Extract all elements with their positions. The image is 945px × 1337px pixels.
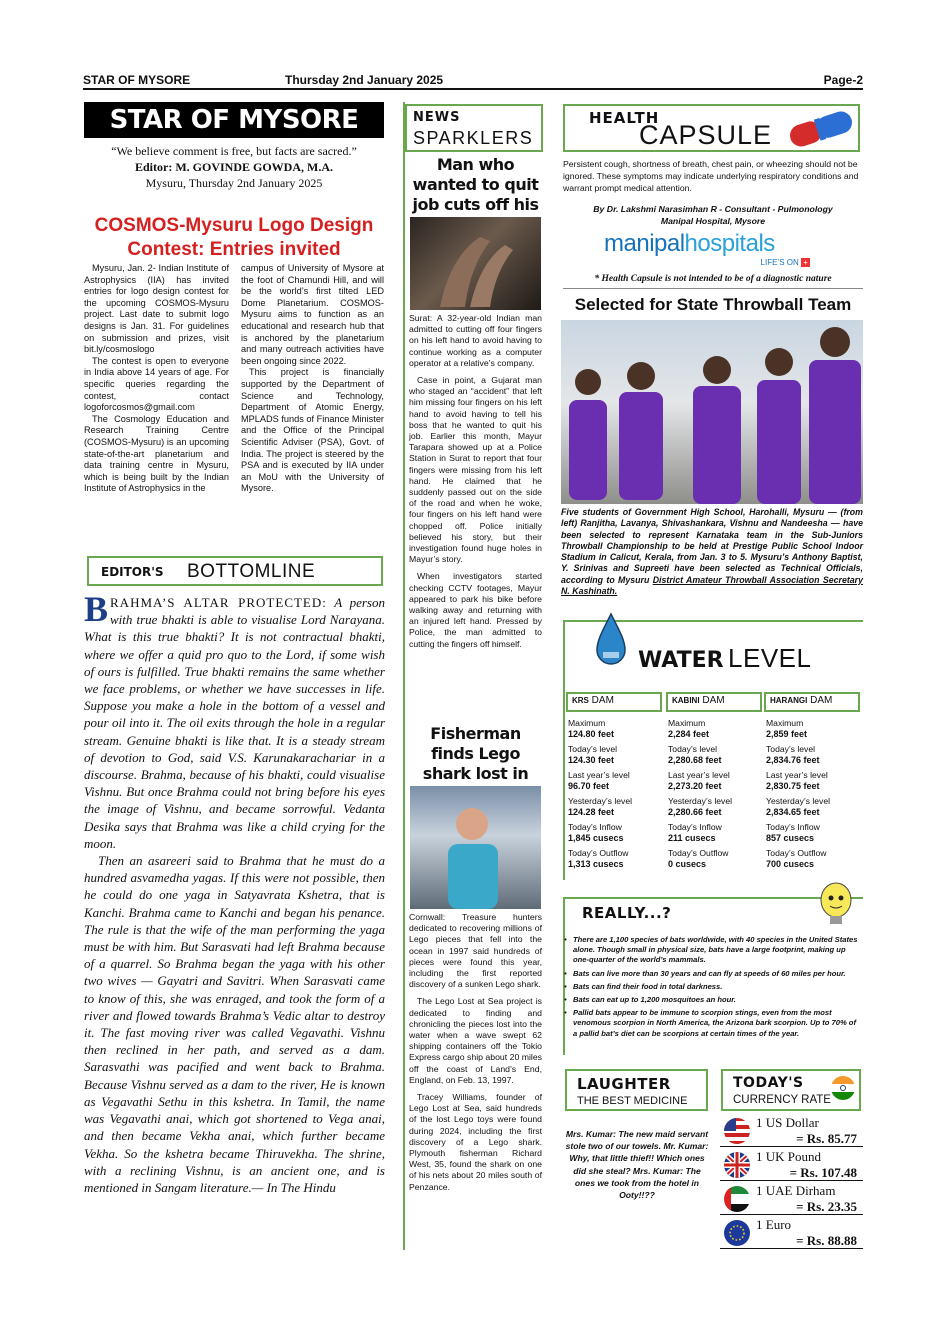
bullet-icon: • (564, 995, 567, 1005)
manipal-logo (604, 230, 824, 270)
really-item (562, 982, 862, 992)
cosmos-headline-line1: COSMOS-Mysuru Logo Design (94, 215, 374, 236)
sparklers-label-2: SPARKLERS (413, 128, 534, 148)
bullet-icon: • (564, 968, 567, 978)
throwball-team-photo (561, 320, 863, 504)
cosmos-paragraph: This project is financially supported by the Department of Science and Technology, Department of Atomic Energy, MPLADS funds of Finance Minister and the Office of the Principal Scientific Adviser (PSA), Govt. of India. The project is steered by the PSA and is executed by IIA under an MoU with the University of Mysore. (241, 367, 384, 494)
water-label-2: LEVEL (728, 643, 812, 673)
manipal-logo-word1: manipal (604, 230, 685, 257)
health-label-2: CAPSULE (639, 120, 773, 150)
dam-reading-value: 2,284 feet (668, 728, 710, 739)
dam-reading-value: 2,280.66 feet (668, 806, 722, 817)
really-label: REALLY...? (582, 904, 672, 922)
editorial-lead: RAHMA’S ALTAR PROTECTED: (110, 595, 327, 610)
editorial-label-2: BOTTOMLINE (187, 561, 316, 582)
page-header (83, 72, 863, 90)
water-label-1: WATER (638, 648, 724, 673)
sparklers-label-1: NEWS (413, 110, 461, 125)
masthead-logo: STAR OF MYSORE (84, 102, 384, 138)
dam-name-box (666, 692, 762, 712)
editorial-label-1: EDITOR'S (101, 565, 164, 579)
dam-reading-value: 2,830.75 feet (766, 780, 820, 791)
currency-unit: 1 US Dollar (756, 1115, 819, 1130)
dam-reading (764, 822, 860, 843)
sparklers-label-box (405, 104, 543, 152)
currency-value: = Rs. 23.35 (796, 1199, 857, 1214)
currency-unit: 1 UAE Dirham (756, 1183, 836, 1198)
cosmos-headline-line2: Contest: Entries invited (127, 239, 341, 260)
laughter-label-2: THE BEST MEDICINE (577, 1095, 688, 1107)
really-item-text: Bats can find their food in total darkness. (573, 981, 723, 991)
editorial-label-box (87, 556, 383, 586)
dam-reading (566, 770, 662, 791)
dam-reading-value: 124.80 feet (568, 728, 615, 739)
cosmos-paragraph: Mysuru, Jan. 2- Indian Institute of Astrophysics (IIA) has invited entries for logo design contest for the upcoming COSMOS-Mysuru project. Last date to submit logo designs is Jan. 31. For guidelines on submission and prizes, visit bit.ly/cosmoslogo (84, 263, 229, 355)
really-item (562, 935, 862, 966)
fingers-photo (410, 217, 541, 310)
dam-table (566, 692, 860, 876)
dam-reading-value: 2,280.68 feet (668, 754, 722, 765)
dam-reading-label: Today’s Inflow (668, 822, 722, 832)
dam-reading-label: Last year’s level (766, 770, 828, 780)
cosmos-headline (84, 214, 384, 262)
header-date: Thursday 2nd January 2025 (285, 73, 444, 87)
cosmos-column-2 (241, 263, 384, 495)
really-item (562, 969, 862, 979)
dam-reading (764, 744, 860, 765)
sparkler-paragraph: The Lego Lost at Sea project is dedicated to finding and chronicling the pieces lost into the water when a wave swept 62 shipping containers off the Tokio Express cargo ship about 20 miles off the coast of Land’s End, England, on Feb. 13, 1997. (409, 996, 542, 1085)
water-drop-icon (593, 612, 629, 672)
dam-reading-value: 124.28 feet (568, 806, 615, 817)
header-paper-name: STAR OF MYSORE (83, 73, 191, 87)
dam-reading-value: 1,845 cusecs (568, 832, 624, 843)
masthead-motto: “We believe comment is free, but facts are sacred.” (111, 144, 357, 158)
cosmos-paragraph: campus of University of Mysore at the foot of Chamundi Hill, and will be the world’s first tilted LED Dome Planetarium. COSMOS-Mysuru aims to function as an educational and research hub that is anchored by the planetarium and many outreach activities have been ongoing since 2022. (241, 263, 384, 366)
currency-label-box (721, 1069, 861, 1111)
plus-icon: + (801, 258, 810, 267)
dam-column-harangi (764, 692, 860, 874)
really-item-text: There are 1,100 species of bats worldwide, with 40 species in the United States alone. Though small in physical size, bats have a large footprint, making up one-quarter of the world’s mammals. (573, 935, 858, 965)
dam-reading-label: Today’s level (668, 744, 718, 754)
really-item-text: Bats can eat up to 1,200 mosquitoes an hour. (573, 995, 736, 1005)
dam-reading (666, 718, 762, 739)
currency-row (720, 1181, 863, 1215)
sparkler-headline-2: Fisherman finds Lego shark lost in (422, 724, 529, 783)
manipal-logo-word2: hospitals (684, 230, 775, 257)
really-item (562, 995, 862, 1005)
divider (563, 288, 863, 289)
dam-reading (666, 796, 762, 817)
currency-value: = Rs. 107.48 (789, 1165, 857, 1180)
masthead-dateline: Mysuru, Thursday 2nd January 2025 (145, 176, 323, 190)
water-level-title (638, 643, 811, 674)
dam-reading-label: Today’s Inflow (766, 822, 820, 832)
laughter-label-box (565, 1069, 708, 1111)
dam-reading-value: 1,313 cusecs (568, 858, 624, 869)
sparkler-story-2 (409, 912, 542, 1193)
fisherman-photo (410, 786, 541, 909)
dam-reading-value: 700 cusecs (766, 858, 815, 869)
health-byline (563, 203, 863, 227)
really-item-text: Bats can live more than 30 years and can fly at speeds of 60 miles per hour. (573, 968, 846, 978)
really-item-text: Pallid bats appear to be immune to scorpion stings, even from the most venomous scorpion in North America, the Arizona bark scorpion. Up to 70% of a pallid bat’s diet can be scorpions at certain times of the year. (573, 1008, 856, 1038)
dam-reading-label: Maximum (568, 718, 606, 728)
dam-reading-label: Today’s level (568, 744, 618, 754)
dam-reading-label: Today’s Outflow (668, 848, 729, 858)
cosmos-column-1 (84, 263, 229, 495)
hand-illustration (410, 217, 541, 310)
us-flag-icon (722, 1117, 752, 1145)
dam-reading (566, 718, 662, 739)
editorial-dropcap: B (84, 589, 109, 629)
dam-reading-label: Last year’s level (668, 770, 730, 780)
dam-reading (764, 718, 860, 739)
sparkler-paragraph: Cornwall: Treasure hunters dedicated to recovering millions of Lego pieces that fell into the ocean in 1997 said hundreds of pieces were found this year, including the first reported discovery of a sunken Lego shark. (409, 912, 542, 990)
dam-name: HARANGI (770, 696, 808, 705)
dam-column-kabini (666, 692, 762, 874)
dam-name: KRS (572, 696, 589, 705)
currency-value: = Rs. 85.77 (796, 1131, 857, 1146)
laughter-label-1: LAUGHTER (577, 1075, 671, 1093)
team-illustration (561, 320, 863, 504)
sparkler-headline-1: Man who wanted to quit job cuts off his (412, 155, 539, 214)
really-list (562, 935, 862, 1042)
dam-reading (666, 822, 762, 843)
dam-reading-value: 0 cusecs (668, 858, 707, 869)
dam-reading-label: Today’s level (766, 744, 816, 754)
editorial-paragraph: Then an asareeri said to Brahma that he must do a hundred asvamedha yagas. If this were not possible, then he could do one yaga in Satyavrata Kshetra, that is Kanchi. Brahma came to Kanchi and began his penance. The rule is that the wife of the man performing the yaga must be with him. But Sarasvati had left Brahma because of a quarrel. So Brahma began the yaga with his other two wives — Gayatri and Savitri. When Sarasvati came to know of this, she was enraged, and took the form of a river and flowed towards Brahma’s Vedic altar to destroy it. The fast moving river was called Vegavathi. Vishnu then reclined in her path, and served as a dam. Sarasvathi was pacified and went back to Brahma. Because Vishnu served as a dam to the river, He is known as Vegavathi Sethu in this kshetra. In Tamil, the name was Vegavathi anai, which got shortened to Vega anai, and then became Vekha anai, which further became Vekha. So the kshetra became Thiruvekha. The shrine, with a reclining Vishnu, is an ancient one, and is mentioned in Sangam literature.— In The Hindu (84, 853, 385, 1195)
currency-row (720, 1113, 863, 1147)
dam-reading (764, 796, 860, 817)
cosmos-paragraph: The contest is open to everyone in India above 14 years of age. For specific queries regarding the contest, contact logoforcosmos@gmail.com (84, 355, 229, 413)
dam-suffix: DAM (591, 695, 614, 706)
health-label-1: HEALTH (589, 109, 660, 127)
currency-value: = Rs. 88.88 (796, 1233, 857, 1248)
dam-reading (566, 796, 662, 817)
editorial-body (84, 589, 385, 1196)
dam-reading (666, 770, 762, 791)
health-text: Persistent cough, shortness of breath, chest pain, or wheezing should not be ignored. These symptoms may indicate underlying respiratory conditions and warrant prompt medical attention. (563, 159, 859, 193)
dam-reading (764, 848, 860, 869)
dam-reading-label: Maximum (668, 718, 706, 728)
editorial-paragraph: A person with true bhakti is able to visualise Lord Narayana. What is this true bhakti? It is not contractual bhakti, where we offer a quid pro quo to the Lord, if some wish of ours is fulfilled. True bhakti remains the same whether we face problems, or whether we have successes in life. Suppose you make a hole in the bottom of a vessel and pour oil into it. The oil exits through the hole in a regular stream. Genuine bhakti is like that. It is a steady stream of devotion to God, said V.S. Karunakarachariar in a discourse. Brahma, because of his bhakti, could visualise Vishnu. But once Brahma could not bring before his eyes the image of Vishnu, and became sorrowful. Vedanta Desika says that Brahma was like a child crying for the moon. (84, 595, 385, 851)
throwball-headline: Selected for State Throwball Team (574, 295, 852, 314)
dam-suffix: DAM (702, 695, 725, 706)
manipal-tagline (761, 258, 810, 267)
currency-list (720, 1113, 863, 1249)
header-page-number: Page-2 (823, 73, 863, 87)
dam-name-box (764, 692, 860, 712)
really-item (562, 1008, 862, 1039)
dam-reading-value: 2,859 feet (766, 728, 808, 739)
currency-label-1: TODAY'S (733, 1075, 804, 1091)
dam-name: KABINI (672, 696, 700, 705)
currency-unit: 1 Euro (756, 1217, 792, 1232)
dam-reading-value: 2,273.20 feet (668, 780, 722, 791)
dam-reading-label: Maximum (766, 718, 804, 728)
currency-row (720, 1147, 863, 1181)
sparkler-paragraph: When investigators started checking CCTV footages, Mayur appeared to park his bike before walking away and returning with an injured left hand. Pressed by Police, the man admitted to cutting the fingers off himself. (409, 571, 542, 649)
masthead-info (84, 143, 384, 191)
uae-flag-icon (722, 1185, 752, 1213)
dam-reading-label: Today’s Inflow (568, 822, 622, 832)
sparkler-paragraph: Surat: A 32-year-old Indian man admitted to cutting off four fingers on his left hand to avoid having to continue working as a computer operator at a relative’s company. (409, 313, 542, 368)
health-byline-hospital: Manipal Hospital, Mysore (660, 216, 766, 226)
dam-reading-label: Last year’s level (568, 770, 630, 780)
dam-reading (666, 744, 762, 765)
dam-reading-value: 857 cusecs (766, 832, 815, 843)
bullet-icon: • (564, 1008, 567, 1018)
currency-unit: 1 UK Pound (756, 1149, 822, 1164)
dam-name-box (566, 692, 662, 712)
dam-reading-label: Today’s Outflow (568, 848, 629, 858)
health-byline-doctor: By Dr. Lakshmi Narasimhan R - Consultant - Pulmonology (593, 204, 833, 214)
uk-flag-icon (722, 1151, 752, 1179)
laughter-text: Mrs. Kumar: The new maid servant stole two of our towels. Mr. Kumar: Why, that little thief!! Which ones did she steal? Mrs. Kumar: The ones we took from the hotel in Ooty!!?? (565, 1129, 709, 1201)
cosmos-paragraph: The Cosmology Education and Research Training Centre (COSMOS-Mysuru) is an upcoming state-of-the-art planetarium and data training centre in Mysuru, which is being built by the Indian Institute of Astrophysics in the (84, 413, 229, 494)
currency-row (720, 1215, 863, 1249)
sparkler-paragraph: Tracey Williams, founder of Lego Lost at Sea, said hundreds of the lost Lego toys were found during 2024, including the first discovery of a Lego shark. Plymouth fisherman Richard West, 35, found the shark on one of his nets about 20 miles south of Penzance. (409, 1092, 542, 1192)
lightbulb-icon (816, 880, 856, 932)
dam-column-krs (566, 692, 662, 874)
dam-reading (566, 822, 662, 843)
eu-flag-icon (722, 1219, 752, 1247)
bullet-icon: • (564, 981, 567, 991)
health-label-box (563, 104, 860, 152)
dam-reading-value: 211 cusecs (668, 832, 716, 843)
throwball-caption-text: Five students of Government High School, Harohalli, Mysuru — (from left) Ranjitha, Lavanya, Shivashankara, Vishnu and Nandeesha — have been selected to represent Karnataka team in the Sub-Juniors Throwball Championship to be held at Prestige Public School Indoor Stadium in Calicut, Kerala, from Jan. 3 to 5. Mysuru’s Anthony Baptist, Y. Srinivas and Supreeti have been selected as Technical Officials, according to Mysuru (561, 507, 863, 585)
dam-reading-label: Yesterday’s level (568, 796, 633, 806)
dam-reading-value: 2,834.65 feet (766, 806, 820, 817)
dam-reading-label: Yesterday’s level (668, 796, 733, 806)
bullet-icon: • (564, 935, 567, 944)
sparkler-paragraph: Case in point, a Gujarat man who staged an “accident” that left him missing four fingers on his left hand to avoid having to tell his boss that he wanted to quit his job. Earlier this month, Mayur Tarapara showed up at a Police Station in Surat to report that four fingers were missing from his left hand. He claimed that he suddenly passed out on the side of the road and when he woke, four fingers on his left hand were chopped off. Police initially believed his story, but their investigation found huge holes in Mayur’s story. (409, 375, 542, 565)
dam-reading-value: 2,834.76 feet (766, 754, 820, 765)
throwball-caption (561, 507, 863, 597)
currency-label-2: CURRENCY RATE (733, 1094, 831, 1106)
dam-reading-value: 124.30 feet (568, 754, 615, 765)
dam-suffix: DAM (810, 695, 833, 706)
fisherman-illustration (410, 786, 541, 909)
dam-reading-value: 96.70 feet (568, 780, 610, 791)
dam-reading (666, 848, 762, 869)
india-flag-icon (830, 1075, 856, 1101)
masthead-editor: Editor: M. GOVINDE GOWDA, M.A. (135, 160, 333, 174)
pill-icon (783, 108, 859, 150)
health-disclaimer: * Health Capsule is not intended to be of a diagnostic nature (594, 274, 832, 284)
dam-reading-label: Yesterday’s level (766, 796, 831, 806)
dam-reading (566, 744, 662, 765)
dam-reading (566, 848, 662, 869)
sparkler-story-1 (409, 313, 542, 650)
dam-reading (764, 770, 860, 791)
manipal-tagline-text: LIFE’S ON (760, 258, 799, 267)
dam-reading-label: Today’s Outflow (766, 848, 827, 858)
throwball-caption-tail: District Amateur Throwball Association Secretary N. Kashinath. (561, 574, 863, 597)
manipal-logo-text (604, 230, 775, 257)
